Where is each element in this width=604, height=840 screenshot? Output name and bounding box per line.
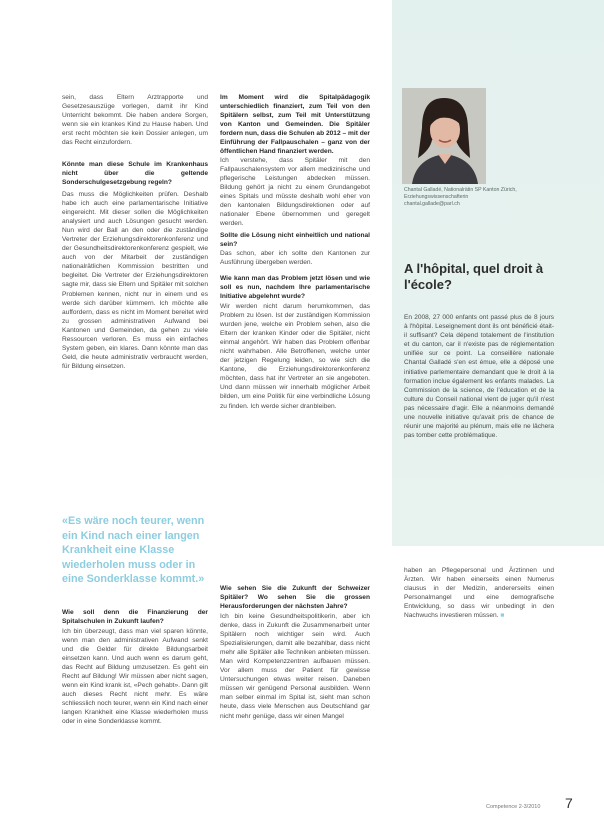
sidebar-body: En 2008, 27 000 enfants ont passé plus de 8 jours à l'hôpital. Leseignement dont ils ont bénéficié était-il suffisant? Cela dépend totalement de l'institution et du canton, car il n'existe pas de réglementation unifiée sur ce point. La conseillère nationale Chantal Galladé s'en est émue, elle a déposé une initiative parlementaire demandant que le droit à la formation inclue également les enfants malades. La Commission de la science, de l'éducation et de la culture du Conseil national vient de juger qu'il n'est pas nécessaire d'agir. Elle a néanmoins demandé une nouvelle initiative qu'avait pris de chance de réunir une majorité au plénum, mais elle ne lâchera pas tomber cette problématique.	[404, 314, 554, 440]
caption-name: Chantal Galladé, Nationalrätin SP Kanton Zürich, Erziehungswissenschafterin	[404, 187, 517, 201]
col2-answer-0: Ich verstehe, dass Spitäler mit den Fallpauschalensystem vor allem medizinische und pflegerische Leistungen abdecken müssen. Bildung gehört ja nicht zu einem Grundangebot eines Spitals und müsste deshalb wohl eher von den kantonalen Bildungsdirektionen oder auf nationaler Ebene übernommen und geregelt werden.	[220, 157, 370, 228]
portrait-illustration	[402, 88, 486, 184]
end-mark-icon: ■	[500, 612, 505, 620]
portrait-caption	[404, 187, 554, 209]
col1-answer-2: Ich bin überzeugt, dass man viel sparen könnte, wenn man den administrativen Aufwand senkt und die Gelder für direkte Bildungsarbeit einsetzen kann. Und auch wenn es darum geht, das Recht auf Bildung umzusetzen. Es geht ein Recht auf Bildung! Wir müssen aber nicht sagen, wenn ein Kind krank ist, «Pech gehabt». Dann gilt auch dieses Recht nicht mehr. Es wäre schliesslich noch teurer, wenn ein Kind nach einer langen Krankheit eine Klasse wiederholen muss oder in eine Sonderklasse kommt.	[62, 628, 208, 726]
col2-question-2: Wie kann man das Problem jetzt lösen und wie soll es nun, nachdem Ihre parlamentarische Initiative abgelehnt wurde?	[220, 275, 370, 301]
col2-answer-1: Das schon, aber ich sollte den Kantonen zur Ausführung übergeben werden.	[220, 250, 370, 267]
caption-email: chantal.gallade@parl.ch	[404, 201, 460, 208]
col3-continuation-text: haben an Pflegepersonal und Ärztinnen und Ärzten. Wir haben einerseits einen Numerus clausus in der Medizin, andererseits einen Personalmangel und eine demografische Entwicklung, so dass wir unbedingt in den Nachwuchs investieren müssen.	[404, 567, 554, 620]
col2-question-1: Sollte die Lösung nicht einheitlich und national sein?	[220, 232, 370, 249]
col2-intro-question: Im Moment wird die Spitalpädagogik unterschiedlich finanziert, zum Teil von den Spitälern selbst, zum Teil mit Unterstützung von Kanton und Gemeinden. Die Spitäler fordern nun, dass die Schulen ab 2012 – mit der Einführung der Fallpauschalen – ganz von der öffentlichen Hand finanziert werden.	[220, 94, 370, 156]
author-portrait	[402, 88, 486, 184]
col2-question-3: Wie sehen Sie die Zukunft der Schweizer Spitäler? Wo sehen Sie die grossen Herausforderungen der nächsten Jahre?	[220, 585, 370, 611]
col2-answer-2: Wir werden nicht darum herumkommen, das Problem zu lösen. Ist der zuständigen Kommission wurden jene, welche ein Problem sehen, also die Eltern der kranken Kinder oder die Spitäler, nicht einmal angehört. Wir haben das Problem offenbar nicht wahrhaben. Alle Betroffenen, welche unter der jetzigen Regelung leiden, so wie sich die Kantone, die Erziehungsdirektorenkonferenz möchten, dass hat ihr Vertreter an sie angeboten. Und dann müssen wir innerhalb möglicher Arbeit bilden, um eine Politik für eine verbindliche Lösung zu finden. Ich werde sicher dranbleiben.	[220, 303, 370, 410]
col1-question-1: Könnte man diese Schule im Krankenhaus nicht über die geltende Sonderschulgesetzgebung regeln?	[62, 161, 208, 187]
pull-quote: «Es wäre noch teurer, wenn ein Kind nach einer langen Krankheit eine Klasse wiederholen muss oder in eine Sonderklasse kommt.»	[62, 515, 205, 585]
col1-intro-paragraph: sein, dass Eltern Arztrapporte und Gesetzesauszüge vorlegen, damit ihr Kind Unterricht bekommt. Die haben andere Sorgen, wenn sie ein krankes Kind zu Hause haben. Und erst recht möchten sie kein Dossier anlegen, um das Recht einzufordern.	[62, 94, 208, 147]
publication-name: Competence 2-3/2010	[486, 804, 541, 810]
col1-answer-1: Das muss die Möglichkeiten prüfen. Deshalb habe ich auch eine parlamentarische Initiative eingereicht. Mit dieser sollen die Möglichkeiten analysiert und auch Lösungen gesucht werden. Nun wird der Ball an den oder die zuständige Vertreter der Erziehungsdirektorenkonferenz und der Gesundheitsdirektorenkonferenz gespielt, wie auch von der Mitarbeit der zuständigen nationalrätlichen Kommission bestritten und begleitet. Die Vertreter der Erziehungsdirektoren sagte mir, dass sie Eltern und Spitäler mit solchen Problemen kennen, nicht nur in einem und es werde sich darüber kümmern. Ich möchte alle auffordern, dass es nicht im Moment bereitet wird zu grossen administrativen Aufwand bei Kantonen und Gemeinden, da gehen zu viele Ressourcen verloren. Es muss ein einfaches System geben, ein klares. Dann könnte man das Geld, die heute administrativ verbraucht werden, für Bildung einsetzen.	[62, 191, 208, 370]
col2-answer-3: Ich bin keine Gesundheitspolitikerin, aber ich denke, dass in Zukunft die Zusammenarbeit unter Spitälern noch wichtiger sein wird. Auch Spezialisierungen, damit alle bezahlbar, dass nicht mehr alle Spitäler alle Techniken anbieten müssen. Man wird Kompetenzzentren aufbauen müssen. Vor allem muss der Patient für gewisse Untersuchungen etwas weiter reisen. Daneben müssen wir genügend Personal ausbilden. Wenn man selber einmal im Spital ist, sieht man schon heute, dass viele Menschen aus Deutschland gar nicht mehr genüge, dass wir einen Mangel	[220, 613, 370, 720]
col3-continuation	[404, 566, 554, 620]
col1-question-2: Wie soll denn die Finanzierung der Spitalschulen in Zukunft laufen?	[62, 609, 208, 626]
page-number: 7	[565, 795, 573, 811]
sidebar-title: A l'hôpital, quel droit à l'école?	[404, 261, 544, 292]
